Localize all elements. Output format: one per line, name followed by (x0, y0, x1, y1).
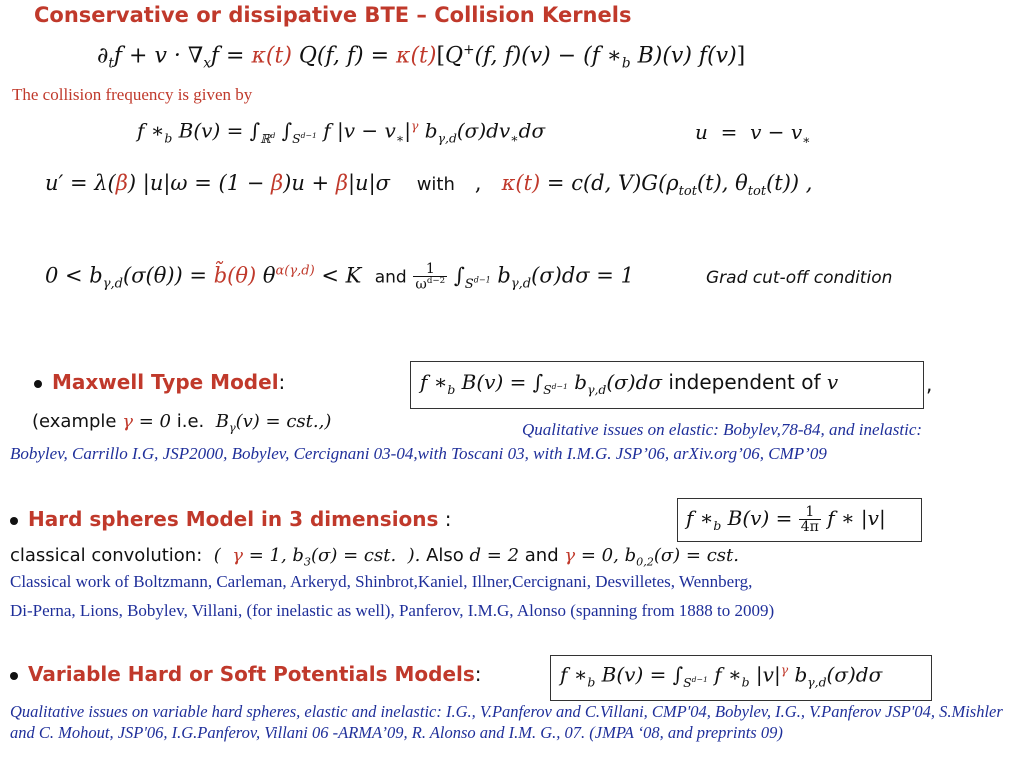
example-text: (example (32, 411, 117, 432)
variable-formula: f $∗_b$ $B(v) = \int_{S^{d-1}}$ f $∗_b$ $|v|^\gamma$ $b_{\gamma,d}(\sigma)d\sigma$ (560, 662, 883, 690)
hard-spheres-heading: Hard spheres Model in 3 dimensions (28, 507, 439, 531)
classical-convolution-line: classical convolution: ( γ = 1, $b_3(\sigma)$ = cst. ). Also d = 2 and γ = 0, $b_{0,2}(\sigma)$ = cst. (10, 545, 739, 569)
post-collision-velocity-formula: u′ = λ(β) |u|ω = (1 − β)u + β|u|σ with , κ(t) = c(d, $V)G(\rho_{tot}(t)$, $\theta_{tot}(t)$) , (45, 171, 813, 200)
variable-heading: Variable Hard or Soft Potentials Models (28, 662, 475, 686)
hard-spheres-references-line1: Classical work of Boltzmann, Carleman, Arkeryd, Shinbrot,Kaniel, Illner,Cercignani, Desvilletes, Wennberg, (10, 572, 753, 591)
also-text: Also (426, 545, 464, 566)
maxwell-heading: Maxwell Type Model (52, 370, 279, 394)
hard-spheres-heading-row: Hard spheres Model in 3 dimensions : (10, 507, 452, 531)
maxwell-trailing-comma: , (926, 372, 933, 396)
hard-spheres-references-line2: Di-Perna, Lions, Bobylev, Villani, (for inelastic as well), Panferov, I.M.G, Alonso (spanning from 1888 to 2009) (10, 601, 775, 620)
and-text: and (374, 267, 407, 288)
variable-heading-row: Variable Hard or Soft Potentials Models: (10, 662, 482, 686)
maxwell-heading-row: Maxwell Type Model: (34, 370, 285, 394)
classical-convolution-text: classical convolution: (10, 545, 203, 566)
variable-references: Qualitative issues on variable hard spheres, elastic and inelastic: I.G., V.Panferov and C.Villani, CMP'04, Bobylev, I.G., V.Panferov JSP'04, S.Mishler and C. Mohout, JSP'06, I.G.Panferov, Villani 06 -ARMA’09, R. Alonso and I.M. G., 07. (JMPA ‘08, and preprints 09) (10, 702, 1003, 742)
ie-text: i.e. (176, 411, 205, 432)
collision-frequency-label: The collision frequency is given by (12, 85, 253, 104)
slide-title: Conservative or dissipative BTE – Collision Kernels (34, 3, 632, 27)
bullet-icon (10, 672, 18, 680)
maxwell-example: (example γ = 0 i.e. $B_\gamma(v) = cst$.,) (32, 411, 332, 435)
bte-equation: $\partial_tf + v \cdot \nabla_xf = \kappa(t)$ Q(f, f) = κ(t)[Q+(f, f)(v) − (f $∗_b$ B)(v) f(v)] (97, 42, 746, 72)
collision-frequency-formula: f $∗_b$ $B(v) = \int_{ℝ^d}$ $\int_{S^{d-1}}$ f $|v - v_∗|^\gamma$ $b_{\gamma,d}(\sigma)dv_∗d\sigma$ (137, 118, 546, 146)
with-text: with (416, 174, 455, 195)
bullet-icon (34, 380, 42, 388)
grad-cutoff-label: Grad cut-off condition (706, 268, 893, 288)
grad-cutoff-formula: $0 < b_{\gamma,d}(\sigma(\theta))$ = b̃(θ) $\theta^{\alpha(\gamma,d)} < K$ and $\frac{1}{\omega^{d-2}}$ $\int_{S^{d-1}}$ $b_{\gamma,d}(\sigma)d\sigma = 1$ (45, 261, 634, 293)
relative-velocity-formula: $u = v - v_∗$ (695, 120, 811, 147)
and-text-2: and (524, 545, 559, 566)
maxwell-references: Bobylev, Carrillo I.G, JSP2000, Bobylev, Cercignani 03-04,with Toscani 03, with I.M.G. JSP’06, arXiv.org’06, CMP’09 (10, 444, 827, 463)
hard-spheres-formula: f $∗_b$ B(v) = $\frac{1}{4\pi}$ f ∗ |v| (686, 504, 886, 535)
independent-of-text: independent of (668, 370, 821, 394)
bullet-icon (10, 517, 18, 525)
maxwell-formula: f $∗_b$ $B(v) = \int_{S^{d-1}}$ $b_{\gamma,d}(\sigma)d\sigma$ independent of v (420, 370, 839, 397)
maxwell-note: Qualitative issues on elastic: Bobylev,78-84, and inelastic: (522, 420, 923, 439)
